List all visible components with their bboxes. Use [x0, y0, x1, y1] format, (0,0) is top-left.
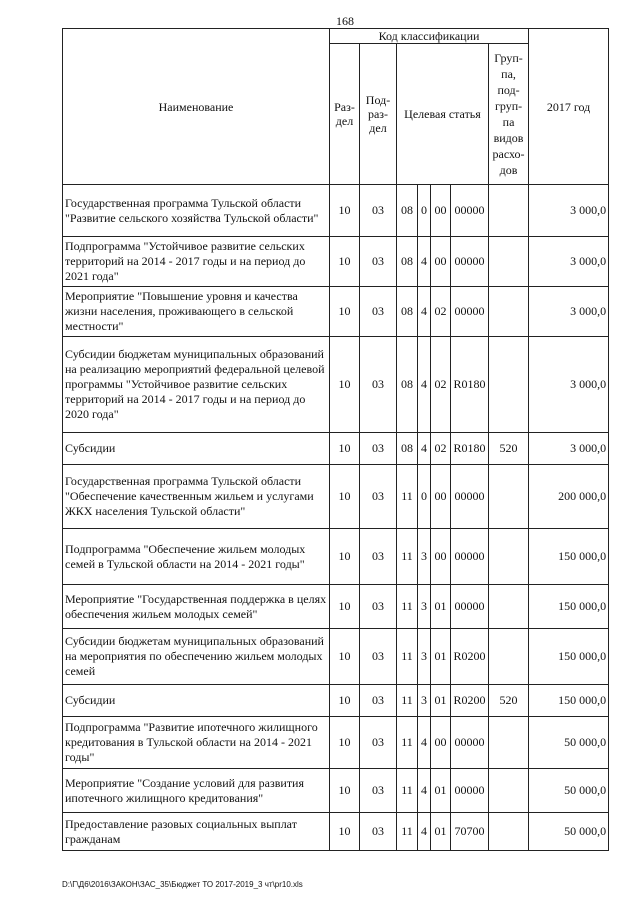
row-target-direction: 00000: [451, 585, 489, 629]
row-name: Государственная программа Тульской области "Обеспечение качественным жильем и услугами ЖКХ населения Тульской области": [63, 465, 330, 529]
row-target-subprogram: 4: [418, 237, 431, 287]
row-target-subprogram: 3: [418, 529, 431, 585]
row-section: 10: [330, 813, 360, 851]
row-target-event: 00: [431, 717, 451, 769]
row-subsection: 03: [360, 717, 397, 769]
row-target-subprogram: 0: [418, 465, 431, 529]
row-target-event: 00: [431, 529, 451, 585]
row-section: 10: [330, 529, 360, 585]
row-target-subprogram: 4: [418, 433, 431, 465]
row-subsection: 03: [360, 529, 397, 585]
row-expense-group: [489, 337, 529, 433]
row-subsection: 03: [360, 813, 397, 851]
row-target-direction: 00000: [451, 287, 489, 337]
header-code: Код классификации: [330, 29, 529, 44]
row-name: Мероприятие "Повышение уровня и качества жизни населения, проживающего в сельской местности": [63, 287, 330, 337]
table-row: [63, 685, 609, 717]
row-target-event: 00: [431, 237, 451, 287]
row-subsection: 03: [360, 433, 397, 465]
row-target-direction: 00000: [451, 237, 489, 287]
row-section: 10: [330, 685, 360, 717]
row-target-program: 08: [397, 337, 418, 433]
row-expense-group: [489, 769, 529, 813]
row-name: Субсидии бюджетам муниципальных образований на мероприятия по обеспечению жильем молодых семей: [63, 629, 330, 685]
row-target-direction: 00000: [451, 465, 489, 529]
header-subsection: Под- раз- дел: [360, 44, 397, 185]
header-year: 2017 год: [529, 29, 609, 185]
table-body: [63, 185, 609, 851]
row-section: 10: [330, 287, 360, 337]
row-subsection: 03: [360, 769, 397, 813]
row-target-event: 00: [431, 185, 451, 237]
row-target-event: 01: [431, 629, 451, 685]
row-section: 10: [330, 769, 360, 813]
row-section: 10: [330, 585, 360, 629]
table-row: [63, 465, 609, 529]
row-subsection: 03: [360, 185, 397, 237]
row-target-subprogram: 4: [418, 769, 431, 813]
row-target-subprogram: 4: [418, 287, 431, 337]
row-target-program: 11: [397, 529, 418, 585]
row-name: Мероприятие "Создание условий для развития ипотечного жилищного кредитования": [63, 769, 330, 813]
row-target-subprogram: 3: [418, 629, 431, 685]
table-row: [63, 629, 609, 685]
row-target-program: 11: [397, 685, 418, 717]
row-target-program: 11: [397, 769, 418, 813]
row-target-subprogram: 0: [418, 185, 431, 237]
row-amount: 150 000,0: [529, 629, 609, 685]
row-name: Государственная программа Тульской области "Развитие сельского хозяйства Тульской области": [63, 185, 330, 237]
table-row: [63, 237, 609, 287]
row-amount: 3 000,0: [529, 185, 609, 237]
row-expense-group: 520: [489, 685, 529, 717]
row-target-subprogram: 4: [418, 717, 431, 769]
row-target-event: 02: [431, 433, 451, 465]
row-target-program: 08: [397, 185, 418, 237]
page-number: 168: [336, 14, 354, 28]
row-section: 10: [330, 337, 360, 433]
row-name: Субсидии: [63, 685, 330, 717]
row-target-program: 08: [397, 433, 418, 465]
row-name: Подпрограмма "Обеспечение жильем молодых семей в Тульской области на 2014 - 2021 годы": [63, 529, 330, 585]
row-target-subprogram: 4: [418, 813, 431, 851]
row-target-event: 01: [431, 585, 451, 629]
row-target-direction: R0200: [451, 629, 489, 685]
row-amount: 3 000,0: [529, 433, 609, 465]
row-target-program: 11: [397, 465, 418, 529]
row-name: Подпрограмма "Устойчивое развитие сельских территорий на 2014 - 2017 годы и на период до 2021 года": [63, 237, 330, 287]
row-amount: 200 000,0: [529, 465, 609, 529]
row-amount: 150 000,0: [529, 529, 609, 585]
row-subsection: 03: [360, 337, 397, 433]
row-section: 10: [330, 717, 360, 769]
row-amount: 3 000,0: [529, 337, 609, 433]
row-target-direction: R0180: [451, 337, 489, 433]
row-expense-group: 520: [489, 433, 529, 465]
row-target-direction: 00000: [451, 769, 489, 813]
row-section: 10: [330, 465, 360, 529]
row-target-direction: R0200: [451, 685, 489, 717]
table-row: [63, 337, 609, 433]
header-target: Целевая статья: [397, 44, 489, 185]
table-row: [63, 185, 609, 237]
row-target-subprogram: 4: [418, 337, 431, 433]
row-name: Подпрограмма "Развитие ипотечного жилищного кредитования в Тульской области на 2014 - 2021 годы": [63, 717, 330, 769]
table-row: [63, 585, 609, 629]
row-target-subprogram: 3: [418, 685, 431, 717]
row-target-event: 01: [431, 685, 451, 717]
row-section: 10: [330, 433, 360, 465]
row-amount: 150 000,0: [529, 685, 609, 717]
row-target-program: 08: [397, 237, 418, 287]
table-row: [63, 717, 609, 769]
table-row: [63, 529, 609, 585]
row-subsection: 03: [360, 287, 397, 337]
row-subsection: 03: [360, 629, 397, 685]
row-name: Субсидии бюджетам муниципальных образований на реализацию мероприятий федеральной целевой программы "Устойчивое развитие сельских территорий на 2014 - 2017 годы и на период до 2020 года": [63, 337, 330, 433]
row-subsection: 03: [360, 465, 397, 529]
header-section: Раз- дел: [330, 44, 360, 185]
row-target-program: 11: [397, 717, 418, 769]
row-target-subprogram: 3: [418, 585, 431, 629]
row-expense-group: [489, 287, 529, 337]
row-name: Субсидии: [63, 433, 330, 465]
table-header: [63, 29, 609, 185]
row-expense-group: [489, 237, 529, 287]
row-amount: 3 000,0: [529, 237, 609, 287]
row-subsection: 03: [360, 685, 397, 717]
row-target-direction: 00000: [451, 185, 489, 237]
row-section: 10: [330, 185, 360, 237]
row-name: Мероприятие "Государственная поддержка в целях обеспечения жильем молодых семей": [63, 585, 330, 629]
row-expense-group: [489, 529, 529, 585]
row-target-event: 01: [431, 769, 451, 813]
row-target-program: 11: [397, 813, 418, 851]
row-expense-group: [489, 465, 529, 529]
row-expense-group: [489, 185, 529, 237]
row-section: 10: [330, 237, 360, 287]
budget-table: [62, 28, 609, 851]
row-expense-group: [489, 813, 529, 851]
row-target-direction: 70700: [451, 813, 489, 851]
row-target-program: 11: [397, 629, 418, 685]
row-amount: 3 000,0: [529, 287, 609, 337]
row-target-direction: 00000: [451, 717, 489, 769]
header-name: Наименование: [63, 29, 330, 185]
row-target-direction: 00000: [451, 529, 489, 585]
row-target-program: 11: [397, 585, 418, 629]
row-subsection: 03: [360, 237, 397, 287]
table-row: [63, 769, 609, 813]
row-section: 10: [330, 629, 360, 685]
row-amount: 50 000,0: [529, 717, 609, 769]
row-amount: 50 000,0: [529, 813, 609, 851]
row-target-event: 02: [431, 337, 451, 433]
row-target-event: 01: [431, 813, 451, 851]
row-expense-group: [489, 585, 529, 629]
row-name: Предоставление разовых социальных выплат гражданам: [63, 813, 330, 851]
footer-file-path: D:\Г\Д6\2016\ЗАКОН\ЗАС_35\Бюджет ТО 2017-2019_3 чт\pr10.xls: [62, 880, 303, 889]
table-row: [63, 813, 609, 851]
row-amount: 50 000,0: [529, 769, 609, 813]
header-group: Груп- па, под- груп- па видов расхо- дов: [489, 44, 529, 185]
row-expense-group: [489, 629, 529, 685]
row-subsection: 03: [360, 585, 397, 629]
table-row: [63, 433, 609, 465]
row-target-event: 00: [431, 465, 451, 529]
row-target-direction: R0180: [451, 433, 489, 465]
row-target-program: 08: [397, 287, 418, 337]
row-amount: 150 000,0: [529, 585, 609, 629]
table-row: [63, 287, 609, 337]
row-expense-group: [489, 717, 529, 769]
row-target-event: 02: [431, 287, 451, 337]
